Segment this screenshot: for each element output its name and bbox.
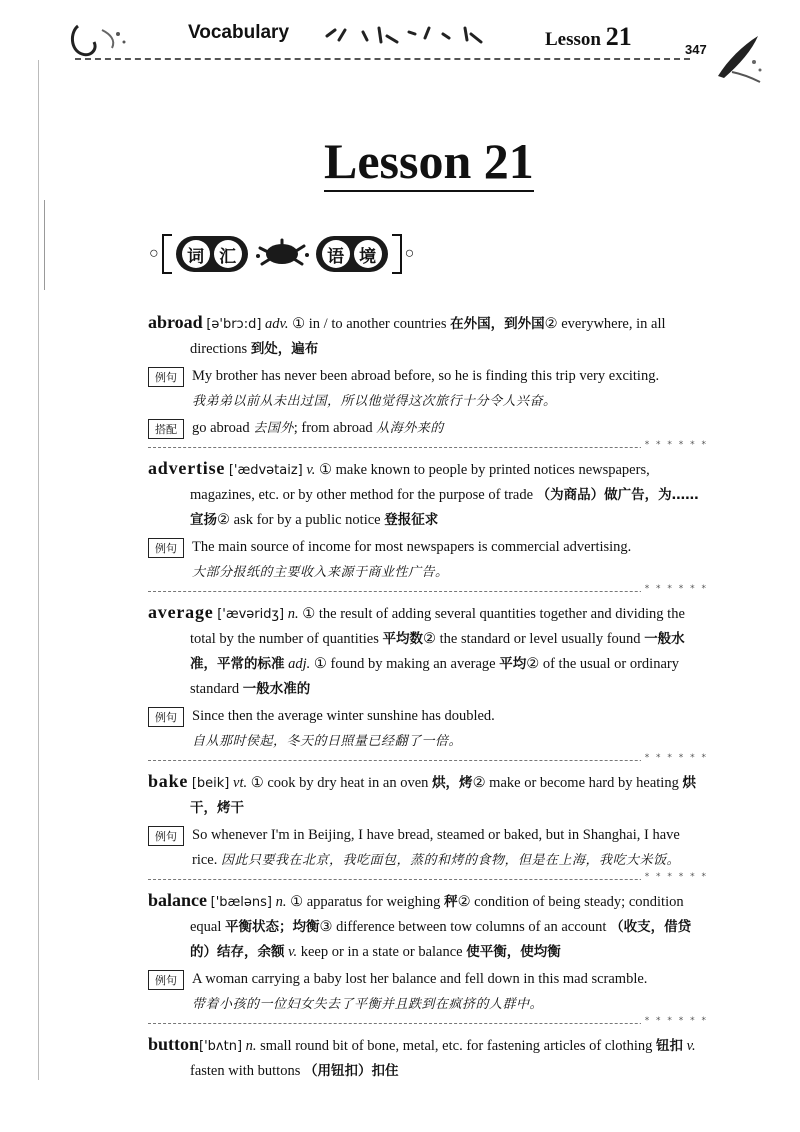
- banner-bracket-left: [162, 234, 172, 274]
- headword: advertise: [148, 458, 226, 478]
- collocation-chinese: 去国外: [253, 421, 294, 436]
- entry-balance: [148, 888, 708, 1017]
- collocation-chinese: 从海外来的: [376, 421, 444, 436]
- header-section-label: Vocabulary: [188, 22, 290, 43]
- separator-stars: * * * * * *: [641, 1016, 708, 1026]
- part-of-speech: adv.: [265, 316, 289, 332]
- phonetic: [beik]: [191, 776, 230, 791]
- example-english: The main source of income for most newspapers is commercial advertising.: [192, 539, 632, 555]
- banner-char: 词: [182, 240, 210, 268]
- entry-separator: [148, 872, 708, 882]
- banner-pill-context: [316, 236, 388, 272]
- header-lesson-word: Lesson: [545, 29, 601, 50]
- example-chinese: 带着小孩的一位妇女失去了平衡并且跌到在疯挤的人群中。: [192, 997, 544, 1012]
- entry-separator: [148, 753, 708, 763]
- sense-text: keep or in a state or balance: [297, 944, 467, 960]
- entry-button: [148, 1032, 708, 1084]
- phonetic: ['ævəridʒ]: [217, 607, 285, 622]
- vocabulary-entry-list: [148, 310, 708, 1084]
- separator-stars: * * * * * *: [641, 440, 708, 450]
- phonetic: ['bæləns]: [210, 895, 272, 910]
- sense-chinese: （用钮扣）扣住: [303, 1063, 399, 1079]
- sense-chinese: （收支，借贷的）结存，余额: [190, 919, 692, 960]
- entry-separator: [148, 440, 708, 450]
- banner-bracket-right: [392, 234, 402, 274]
- header-lesson-number: 21: [605, 22, 632, 51]
- sense-text: ① found by making an average: [310, 656, 500, 672]
- definition: [148, 600, 708, 702]
- sense-text: ① make known to people by printed notices newspapers, magazines, etc. or by other method for the purpose of trade: [190, 462, 650, 503]
- sense-text: ① the result of adding several quantities together and dividing the total by the number of quantities: [190, 606, 685, 647]
- banner-char: 境: [354, 240, 382, 268]
- sense-chinese: 使平衡，使均衡: [466, 944, 561, 960]
- sense-text: ① cook by dry heat in an oven: [250, 775, 433, 791]
- header-dashed-rule: [75, 58, 690, 60]
- example-sentence: [148, 704, 708, 754]
- sense-chinese: 登报征求: [384, 512, 439, 528]
- example-sentence: [148, 967, 708, 1017]
- separator-stars: * * * * * *: [641, 584, 708, 594]
- lesson-title: Lesson 21: [324, 136, 534, 192]
- example-chinese: 我弟弟以前从未出过国，所以他觉得这次旅行十分令人兴奋。: [192, 394, 557, 409]
- separator-stars: * * * * * *: [641, 753, 708, 763]
- example-tag: 例句: [148, 367, 184, 387]
- example-sentence: [148, 823, 708, 873]
- sense-chinese: 平均数: [382, 631, 423, 647]
- phonetic: ['bʌtn]: [199, 1039, 243, 1054]
- left-margin-rule-short: [44, 200, 45, 290]
- corner-swirl-ornament-left: [68, 20, 130, 60]
- sense-chinese: （为商品）做广告，为……宣扬: [190, 487, 699, 528]
- banner-dot-left: ○: [149, 245, 159, 262]
- part-of-speech: v.: [284, 944, 298, 960]
- example-english: A woman carrying a baby lost her balance and fell down in this mad scramble.: [192, 971, 648, 987]
- part-of-speech: vt.: [233, 775, 248, 791]
- separator-stars: * * * * * *: [641, 872, 708, 882]
- entry-separator: [148, 584, 708, 594]
- sense-text: ② ask for by a public notice: [217, 512, 385, 528]
- part-of-speech: n.: [275, 894, 287, 910]
- sense-text: small round bit of bone, metal, etc. for fastening articles of clothing: [260, 1038, 656, 1054]
- page-number: 347: [685, 42, 707, 57]
- sense-text: fasten with buttons: [190, 1063, 304, 1079]
- ink-splash-icon: [254, 238, 310, 270]
- header-brush-ornament: [325, 22, 505, 48]
- phonetic: [ə'brɔ:d]: [206, 317, 262, 332]
- headword: abroad: [148, 312, 203, 332]
- example-chinese: 自从那时侯起，冬天的日照量已经翻了一倍。: [192, 734, 463, 749]
- banner-dot-right: ○: [404, 245, 415, 262]
- sense-text: ① apparatus for weighing: [290, 894, 445, 910]
- entry-abroad: [148, 310, 708, 441]
- sense-text: ① in / to another countries: [292, 316, 451, 332]
- example-tag: 例句: [148, 970, 184, 990]
- sense-chinese: 在外国，到外国: [450, 316, 545, 332]
- definition: [148, 769, 708, 821]
- example-chinese: 因此只要我在北京，我吃面包，蒸的和烤的食物，但是在上海，我吃大米饭。: [220, 853, 680, 868]
- sense-text: ② the standard or level usually found: [423, 631, 645, 647]
- example-sentence: [148, 364, 708, 414]
- part-of-speech: v.: [306, 462, 316, 478]
- headword: bake: [148, 771, 189, 791]
- sense-text: ② condition of being steady; condition equal: [190, 894, 684, 935]
- sense-text: ② everywhere, in all directions: [190, 316, 666, 357]
- entry-average: [148, 600, 708, 754]
- sense-chinese: 烘干，烤干: [190, 775, 696, 816]
- entry-advertise: [148, 456, 708, 585]
- part-of-speech: adj.: [284, 656, 311, 672]
- definition: [148, 888, 708, 965]
- collocation-text: go abroad: [192, 420, 254, 436]
- sense-chinese: 烘，烤: [432, 775, 473, 791]
- header-lesson-label: [545, 22, 632, 52]
- example-tag: 例句: [148, 538, 184, 558]
- example-tag: 例句: [148, 826, 184, 846]
- sense-text: ② make or become hard by heating: [472, 775, 683, 791]
- sense-text: ② of the usual or ordinary standard: [190, 656, 679, 697]
- headword: average: [148, 602, 214, 622]
- example-tag: 例句: [148, 707, 184, 727]
- phonetic: ['ædvətaiz]: [228, 463, 303, 478]
- entry-bake: [148, 769, 708, 873]
- sense-chinese: 平衡状态；均衡: [225, 919, 320, 935]
- headword: balance: [148, 890, 208, 910]
- definition: [148, 1032, 708, 1084]
- corner-quill-ornament-right: [712, 32, 768, 84]
- headword: button: [148, 1034, 200, 1054]
- sense-chinese: 一般水准，平常的标准: [190, 631, 685, 672]
- part-of-speech: n.: [287, 606, 299, 622]
- example-english: So whenever I'm in Beijing, I have bread, steamed or baked, but in Shanghai, I have rice.: [192, 827, 680, 868]
- sense-chinese: 秤: [444, 894, 458, 910]
- sense-chinese: 到处，遍布: [250, 341, 319, 357]
- example-chinese: 大部分报纸的主要收入来源于商业性广告。: [192, 565, 449, 580]
- part-of-speech: v.: [682, 1038, 696, 1054]
- banner-char: 语: [322, 240, 350, 268]
- collocation: [148, 416, 708, 441]
- example-sentence: [148, 535, 708, 585]
- sense-chinese: 平均: [499, 656, 527, 672]
- banner-pill-vocabulary: [176, 236, 248, 272]
- example-english: My brother has never been abroad before, so he is finding this trip very exciting.: [192, 368, 660, 384]
- definition: [148, 456, 708, 533]
- definition: [148, 310, 708, 362]
- sense-chinese: 一般水准的: [242, 681, 311, 697]
- vocabulary-context-banner: [146, 232, 417, 276]
- collocation-text: ; from abroad: [293, 420, 377, 436]
- collocation-tag: 搭配: [148, 419, 184, 439]
- left-margin-rule: [38, 60, 39, 1080]
- part-of-speech: n.: [245, 1038, 257, 1054]
- sense-chinese: 钮扣: [655, 1038, 683, 1054]
- entry-separator: [148, 1016, 708, 1026]
- example-english: Since then the average winter sunshine has doubled.: [192, 708, 495, 724]
- banner-char: 汇: [214, 240, 242, 268]
- sense-text: ③ difference between tow columns of an account: [319, 919, 611, 935]
